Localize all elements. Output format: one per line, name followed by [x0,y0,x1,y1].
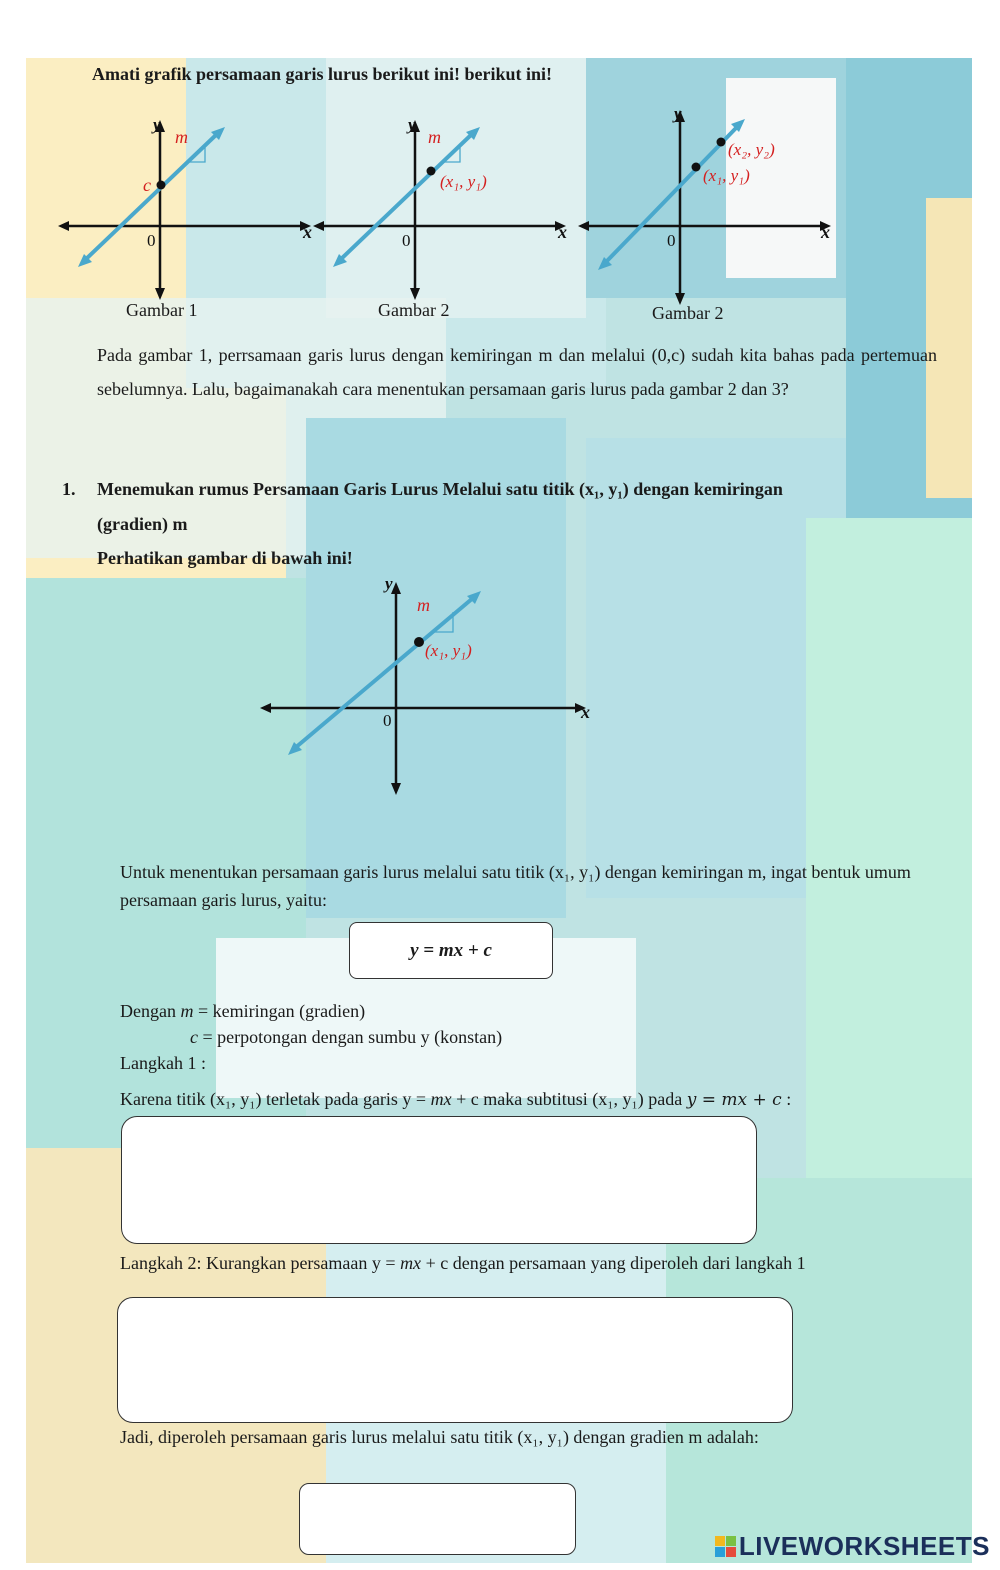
step-2-text: Langkah 2: Kurangkan persamaan y = mx + c dengan persamaan yang diperoleh dari langkah 1 [120,1253,806,1273]
x-axis-arrow-left [58,221,69,231]
x-axis-arrow-left [313,221,324,231]
figure-2-caption: Gambar 2 [378,300,450,320]
intercept-label: c [143,175,151,195]
section-heading-line2: (gradien) m [97,514,188,534]
intercept-point [157,181,166,190]
y-label: y [674,105,682,123]
y-axis-arrow-down [391,783,401,795]
x-label: x [558,222,567,242]
figure-4-graph [255,570,605,800]
origin-label: 0 [667,231,676,250]
step-1-answer-box[interactable] [121,1116,757,1244]
intro-paragraph: Pada gambar 1, perrsamaan garis lurus dengan kemiringan m dan melalui (0,c) sudah kita bahas pada pertemuan sebelumnya. Lalu, bagaimanakah cara menentukan persamaan garis lurus pada gambar 2 dan 3? [97,345,937,399]
slope-label: m [175,127,188,147]
step-1-text: Karena titik (x₁, y₁) terletak pada garis y = mx + c maka subtitusi (x₁, y₁) pada y = mx + c : [120,1089,792,1110]
x-axis-arrow-left [578,221,589,231]
figure-1-graph [55,110,325,310]
point-1 [414,637,424,647]
point-1-label: (x₁, y₁) [440,172,487,191]
slope-label: m [417,595,430,615]
y-label: y [408,115,416,134]
point-1-label: (x₁, y₁) [425,641,472,660]
brand-logo-icon [715,1536,736,1557]
liveworksheets-logo [715,1531,990,1562]
origin-label: 0 [402,231,411,250]
general-formula-box: y = mx + c [349,922,553,979]
x-label: x [821,222,830,242]
x-label: x [303,222,312,242]
origin-label: 0 [383,711,392,730]
x-axis-arrow-left [260,703,271,713]
point-1-label: (x₁, y₁) [703,166,750,185]
step-1-label: Langkah 1 : [120,1053,206,1073]
final-answer-box[interactable] [299,1483,576,1555]
definition-c: c = perpotongan dengan sumbu y (konstan) [190,1027,503,1047]
point-1 [427,167,436,176]
section-heading-line1: Menemukan rumus Persamaan Garis Lurus Melalui satu titik (x₁, y₁) dengan kemiringan [97,479,783,499]
x-label: x [581,702,590,722]
brand-name: LIVEWORKSHEETS [738,1531,990,1561]
point-1 [692,163,701,172]
point-2 [717,138,726,147]
step-2-answer-box[interactable] [117,1297,793,1423]
definition-m: Dengan m = kemiringan (gradien) [120,1001,366,1021]
conclusion-text: Jadi, diperoleh persamaan garis lurus melalui satu titik (x₁, y₁) dengan gradien m adalah: [120,1427,759,1447]
header-instruction: Amati grafik persamaan garis lurus berikut ini! berikut ini! [92,64,553,84]
y-label: y [153,115,161,134]
figure-3-caption: Gambar 2 [652,303,724,323]
y-label: y [385,574,393,593]
figure-2-graph [310,110,580,310]
figure-3-graph [575,105,845,305]
section-instruction: Perhatikan gambar di bawah ini! [97,548,353,568]
section-number: 1. [62,479,76,499]
general-form-intro: Untuk menentukan persamaan garis lurus melalui satu titik (x₁, y₁) dengan kemiringan m, ingat bentuk umum persamaan garis lurus, yaitu: [120,862,911,910]
point-2-label: (x₂, y₂) [728,140,775,159]
slope-label: m [428,127,441,147]
figure-1-caption: Gambar 1 [126,300,198,320]
origin-label: 0 [147,231,156,250]
